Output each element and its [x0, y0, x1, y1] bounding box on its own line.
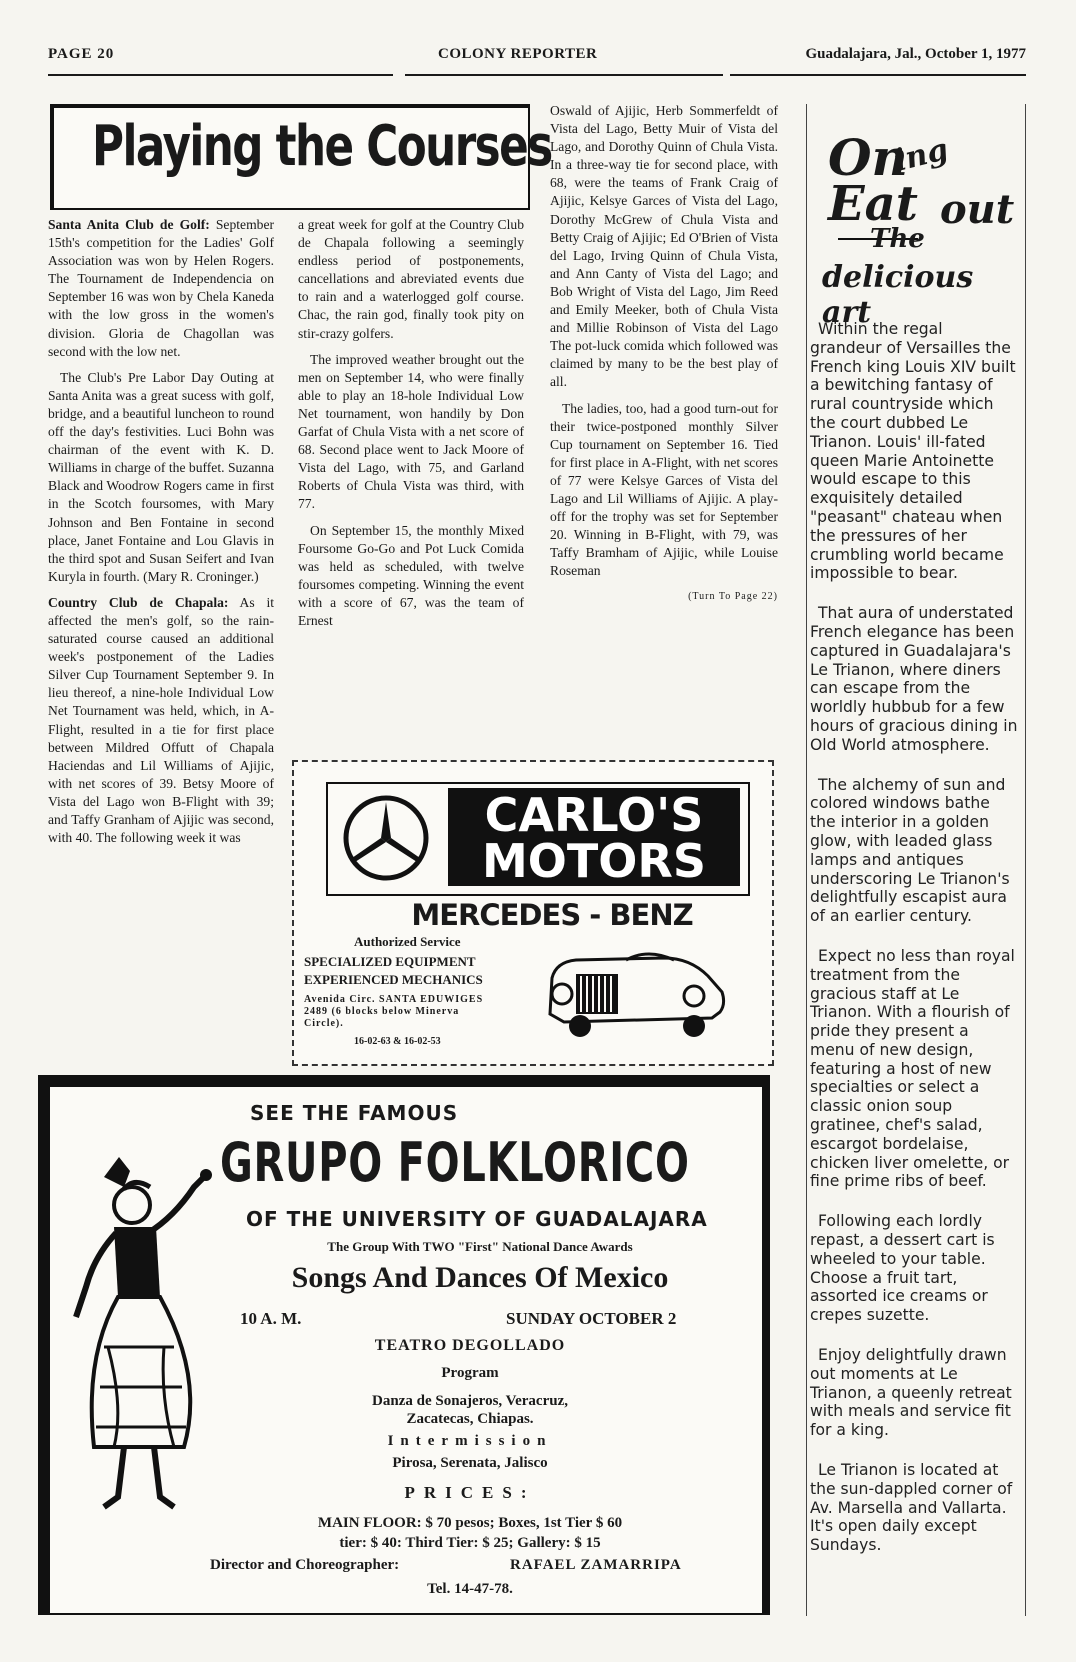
golf-paragraph: Country Club de Chapala: As it affected the men's golf, so the rain-saturated course caused an additional week's postponement of the Ladies Silver Cup Tournament September 9. In lieu thereof, a nine-hole Individual Low Net Tournament was held, which, in A-Flight, resulted in a tie for first place between Mildred Offutt of Chapala Haciendas and Lil Williams of Ajijic, with net scores of 39. Betsy Moore of Vista del Lago won B-Flight with 39; and Taffy Granham of Ajijic was second, with 40. The following week it was	[48, 594, 274, 846]
eating-article	[810, 320, 1018, 1576]
prices-line-1: MAIN FLOOR: $ 70 pesos; Boxes, 1st Tier $ 60	[317, 1515, 623, 1531]
title-the: The	[870, 224, 925, 254]
awards-line: The Group With TWO "First" National Dance Awards	[327, 1239, 633, 1254]
carlos-line1: CARLO'S	[484, 788, 704, 842]
experienced-mechanics: EXPERIENCED MECHANICS	[304, 972, 483, 987]
program-label: Program	[441, 1365, 499, 1381]
golf-column-1	[48, 216, 274, 855]
program-line-1: Danza de Sonajeros, Veracruz,	[372, 1393, 568, 1409]
eating-paragraph: Within the regal grandeur of Versailles the French king Louis XIV built a bewitching fantasy of rural countryside which the court dubbed Le Trianon. Louis' ill-fated queen Marie Antoinette would escape to this exquisitely detailed "peasant" chateau when the pressures of her crumbling world became impossible to bear.	[810, 320, 1016, 583]
eating-paragraph: That aura of understated French elegance has been captured in Guadalajara's Le Trianon, where diners can escape from the worldly hubbub for a few hours of gracious dining in Old World atmosphere.	[810, 604, 1018, 754]
header-rule-right	[730, 74, 1026, 76]
songs-and-dances: Songs And Dances Of Mexico	[291, 1261, 669, 1294]
director-name: RAFAEL ZAMARRIPA	[510, 1557, 682, 1573]
eating-paragraph: Enjoy delightfully drawn out moments at Le Trianon, a queenly retreat with meals and service fit for a king.	[810, 1346, 1012, 1440]
carlos-name-block	[448, 788, 740, 886]
carlos-address-2: 2489 (6 blocks below Minerva	[304, 1006, 460, 1017]
authorized-service: Authorized Service	[354, 934, 461, 949]
golf-paragraph: a great week for golf at the Country Club de Chapala following a seemingly endless period of postponements, cancellations and abreviated events due to rain and a waterlogged golf course. Chac, the rain god, finally took pity on stir-crazy golfers.	[298, 217, 524, 341]
title-out: out	[940, 186, 1015, 233]
carlos-phones: 16-02-63 & 16-02-53	[354, 1036, 441, 1047]
eating-out-title	[820, 128, 1020, 330]
golf-headline: Playing the Courses	[92, 114, 552, 179]
carlos-address-1: Avenida Circ. SANTA EDUWIGES	[304, 994, 484, 1005]
eating-paragraph: Le Trianon is located at the sun-dappled corner of Av. Marsella and Vallarta. It's open daily except Sundays.	[810, 1461, 1013, 1555]
telephone: Tel. 14-47-78.	[427, 1581, 513, 1597]
page-number: PAGE 20	[48, 46, 115, 62]
eating-paragraph: Expect no less than royal treatment from the gracious staff at Le Trianon. With a flourish of pride they present a menu of new design, featuring a host of new specialties or select a classic onion soup gratinee, chef's salad, escargot bordelaise, chicken liver omelette, or fine prime ribs of beef.	[810, 946, 1015, 1191]
title-art: delicious art	[822, 260, 974, 330]
dancer-illustration-icon	[64, 1147, 214, 1537]
program-line-2: Zacatecas, Chiapas.	[406, 1411, 534, 1427]
event-time: 10 A. M.	[240, 1309, 302, 1328]
see-the-famous: SEE THE FAMOUS	[250, 1101, 459, 1125]
car-illustration-icon	[544, 948, 728, 1040]
golf-paragraph: Santa Anita Club de Golf: September 15th's competition for the Ladies' Golf Association was won by Helen Rogers. The Tournament de Independencia on September 16 was won by Chela Kaneda with the low gross in the women's division. Gloria de Chagollan was second with the low net.	[48, 217, 275, 359]
prices-line-2: tier: $ 40: Third Tier: $ 25; Gallery: $ 15	[339, 1535, 601, 1551]
event-date: SUNDAY OCTOBER 2	[506, 1309, 677, 1328]
title-eating: Eat	[828, 176, 918, 232]
program-line-3: Pirosa, Serenata, Jalisco	[392, 1455, 548, 1471]
intermission: Intermission	[387, 1433, 553, 1449]
university-line: OF THE UNIVERSITY OF GUADALAJARA	[246, 1207, 708, 1231]
specialized-equipment: SPECIALIZED EQUIPMENT	[304, 954, 476, 969]
newspaper-name: COLONY REPORTER	[438, 46, 598, 62]
golf-column-2	[298, 216, 524, 638]
eating-paragraph: Following each lordly repast, a dessert cart is wheeled to your table. Choose a fruit tart, assorted ice creams or crepes suzette.	[810, 1212, 995, 1325]
golf-paragraph: The ladies, too, had a good turn-out for their twice-postponed monthly Silver Cup tournament on September 16. Tied for first place in A-Flight, with net scores of 77 were Kelsye Garces of Vista del Lago and Lil Williams of Ajijic. A play-off for the trophy was set for September 20. Winning in B-Flight, with 79, was Taffy Bramham of Ajijic, while Louise Roseman	[550, 400, 778, 579]
golf-paragraph: On September 15, the monthly Mixed Foursome Go-Go and Pot Luck Comida was held as scheduled, with twelve foursomes competing. Winning the event with a score of 67, was the team of Ernest	[298, 522, 524, 628]
mercedes-star-icon	[338, 792, 434, 884]
grupo-folklorico-title: GRUPO FOLKLORICO	[220, 1131, 690, 1194]
director-label: Director and Choreographer:	[210, 1557, 400, 1573]
carlos-motors-ad	[292, 760, 774, 1066]
mercedes-benz-label: MERCEDES - BENZ	[411, 898, 693, 932]
prices-label: PRICES:	[404, 1483, 536, 1502]
turn-to-page: (Turn To Page 22)	[688, 591, 778, 603]
golf-paragraph: The Club's Pre Labor Day Outing at Santa Anita was a great sucess with golf, bridge, and a beautiful luncheon to round off the day's festivities. Luci Bohn was chairman of the event with K. D. Williams in charge of the buffet. Suzanna Black and Woodrow Rogers came in first in the Scotch foursomes, with Mary Johnson and Ben Fontaine in second place, Janet Fontaine and Lou Glavis in the third spot and Susan Seifert and Ivan Kuryla in fourth. (Mary R. Croninger.)	[48, 369, 274, 584]
eating-paragraph: The alchemy of sun and colored windows bathe the interior in a golden glow, with leaded glass lamps and antiques underscoring Le Trianon's delightfully escapist aura of an earlier century.	[810, 775, 1010, 926]
golf-paragraph: The improved weather brought out the men on September 14, who were finally able to play an 18-hole Individual Low Net tournament, won handily by Don Garfat of Chula Vista with a net score of 68. Second place went to Jack Moore of Vista del Lago, with 75, and Garland Roberts of Chula Vista was third, with 77.	[298, 351, 524, 512]
title-eating-script: ing	[890, 131, 952, 180]
header-rule-left	[48, 74, 393, 76]
carlos-banner	[326, 782, 750, 896]
venue: TEATRO DEGOLLADO	[374, 1337, 566, 1354]
golf-title-box	[50, 104, 552, 210]
dateline: Guadalajara, Jal., October 1, 1977	[805, 46, 1026, 62]
title-on: On	[828, 128, 908, 187]
golf-column-3	[550, 102, 778, 607]
carlos-address-3: Circle).	[304, 1018, 344, 1029]
grupo-folklorico-ad	[38, 1075, 770, 1615]
carlos-line2: MOTORS	[482, 834, 706, 888]
golf-paragraph: Oswald of Ajijic, Herb Sommerfeldt of Vista del Lago, Betty Muir of Vista del Lago, and Dorothy Quinn of Chula Vista. In a three-way tie for second place, with 68, were the teams of Frank Craig of Ajijic, Kelsye Garces of Vista del Lago, Dorothy McGrew of Chula Vista and Betty Craig of Ajijic; Ed O'Brien of Vista del Lago, Irving Quinn of Chula Vista, and Ann Canty of Vista del Lago; and Bob Wright of Vista del Lago, Jim Reed and Emily Meeker, both of Chula Vista and Millie Robinson of Vista del Lago The pot-luck comida which followed was claimed by many to be the best play of all.	[550, 103, 778, 390]
header-rule-center	[405, 74, 723, 76]
